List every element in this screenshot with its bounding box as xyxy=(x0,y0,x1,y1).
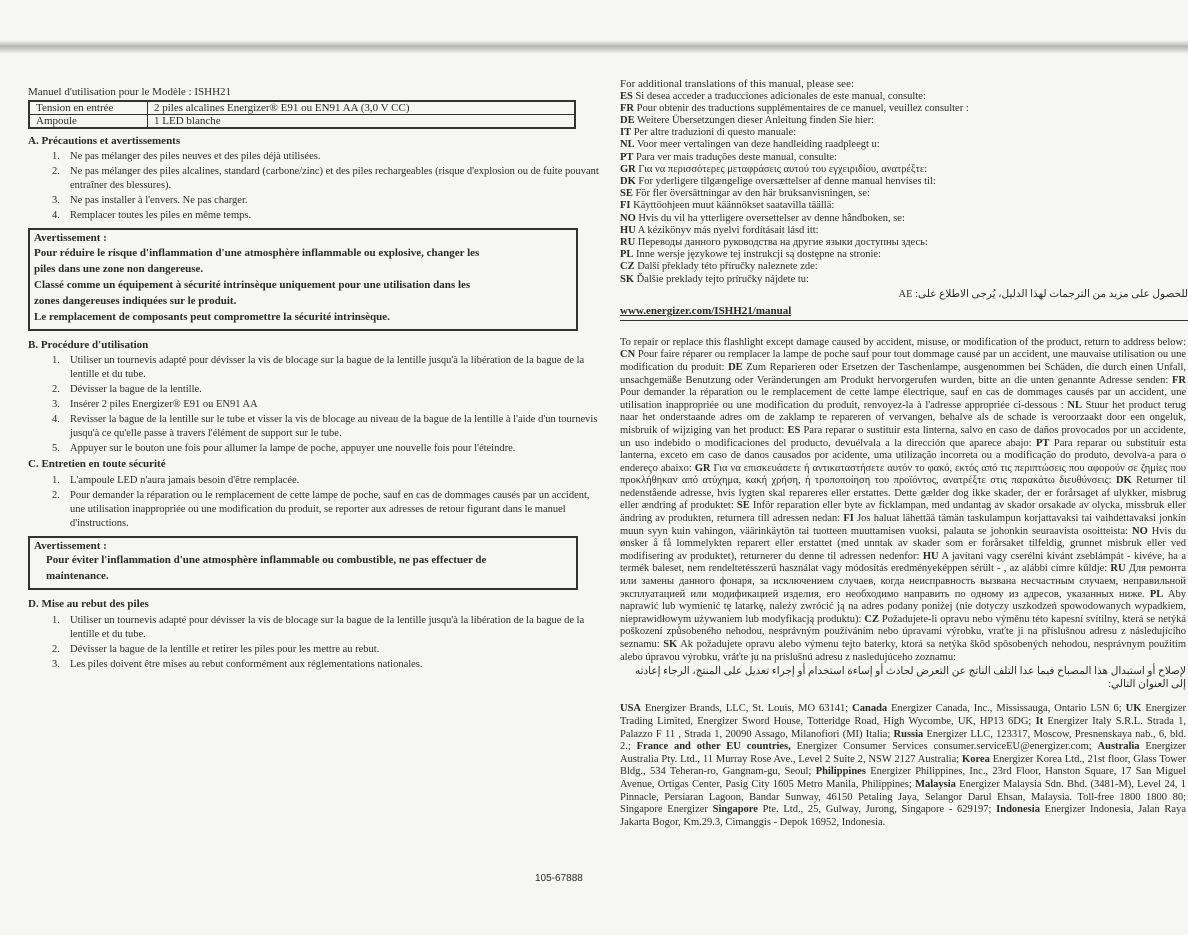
country-code: SK xyxy=(663,639,678,650)
run-text: Pte. Ltd., 25, Gulway, Jurong, Singapore - 629197; xyxy=(757,804,997,816)
spec-value: 2 piles alcalines Energizer® E91 ou EN91 AA (3,0 V CC) xyxy=(148,101,576,115)
translation-line xyxy=(620,249,1188,261)
translation-line xyxy=(620,164,1188,176)
run-text: Käyttöohjeen muut käännökset saatavilla täällä: xyxy=(630,200,835,212)
country-code: FR xyxy=(620,102,634,114)
translations-header: For additional translations of this manual, please see: xyxy=(620,78,855,90)
country-code: GR xyxy=(620,163,636,175)
text-run xyxy=(713,804,997,815)
country-code: GR xyxy=(694,462,711,474)
run-text: Energizer Malaysia Sdn. Bhd. (3481-M), Level 24, 1 Pinnacle, Persiaran Lagoon, Bandar Sunway, 46150 Petaling Jaya, Selangor Darul Ehsan, Malaysia. Toll-free 1800 1800 80; Singapore Energizer xyxy=(620,778,1186,816)
country-code: PL xyxy=(1149,588,1164,600)
country-code: France and other EU countries, xyxy=(636,741,791,753)
list-item: 1. Utiliser un tournevis adapté pour dévisser la vis de blocage sur la bague de la lentille jusqu'à la libération de la bague de la lentille et du tube. xyxy=(52,355,585,380)
translation-line xyxy=(620,115,1188,127)
translation-line xyxy=(620,200,1188,212)
run-text: Voor meer vertalingen van deze handleiding raadpleegt u: xyxy=(634,139,880,151)
section-d-title: D. Mise au rebut des piles xyxy=(28,598,149,610)
run-text: Pour faire réparer ou remplacer la lampe de poche sauf pour tout dommage causé par un accident, une mauvaise utilisation ou une modification du produit: xyxy=(620,349,1186,373)
translation-line xyxy=(620,91,1188,103)
run-text: Aby naprawić lub wymienić tę latarkę, należy zwrócić ją na adres podany poniżej (nie dotyczy uszkodzeń spowodowanych wypadkiem, nieprawidłowym używaniem lub modyfikacją produktu): xyxy=(620,588,1186,625)
country-code: SE xyxy=(736,500,750,512)
run-text: Για να περισσότερες μεταφράσεις αυτού του εγχειριδίου, ανατρέξτε: xyxy=(635,163,928,175)
run-text: Hvis du ønsker å få lommelykten reparert eller erstattet (med unntak av skader som er forårsaket tilfeldig, grunnet misbruk eller ved modifisering av produktet), returnerer du denne til adressen nedenfor: xyxy=(620,525,1186,562)
warning-line: Pour éviter l'inflammation d'une atmosphère inflammable ou combustible, ne pas effectuer de xyxy=(46,554,487,566)
country-code: FI xyxy=(843,513,854,525)
table-row xyxy=(29,114,575,128)
run-text: Per altre traduzioni di questo manuale: xyxy=(631,127,797,139)
warning-box-1 xyxy=(28,228,578,331)
text-run xyxy=(620,463,1186,487)
run-text: Stuur het product terug naar het onderstaande adres om de zaklamp te repareren of vervangen, behalve als de schade is veroorzaakt door een ongeluk, misbruik of wijziging van het product: xyxy=(620,399,1186,436)
country-code: NL xyxy=(1067,399,1082,411)
translation-line xyxy=(620,103,1188,115)
repair-arabic: لإصلاح أو استبدال هذا المصباح فيما عدا التلف الناتج عن التعرض لحادث أو إساءة استخدام أو إجراء تعديل على المنتج، الرجاء إعادته إلى العنوان التالي: xyxy=(634,666,1186,690)
warning-line: zones dangereuses indiquées sur le produit. xyxy=(34,294,237,307)
country-code: HU xyxy=(620,224,636,236)
section-c-list xyxy=(28,474,600,531)
translation-line xyxy=(620,213,1188,225)
list-item: 1. Utiliser un tournevis adapté pour dévisser la vis de blocage sur la bague de la lentille jusqu'à la libération de la bague de la lentille et du tube. xyxy=(52,614,585,640)
arabic-translation-line: للحصول على مزيد من الترجمات لهذا الدليل، يُرجى الاطلاع على: AE xyxy=(898,288,1188,300)
country-code: Singapore xyxy=(712,804,758,816)
run-text: Para reparar ou substituir esta lanterna, exceto em caso de danos causados por acidente, uma utilização incorreta ou a modificação do produto, devolva-a para o endereço abaixo: xyxy=(620,437,1186,474)
translation-line xyxy=(620,261,1188,273)
country-code: DK xyxy=(620,175,636,187)
warning-line: maintenance. xyxy=(46,570,109,582)
country-code: Malaysia xyxy=(915,778,956,790)
manual-url-link[interactable]: www.energizer.com/ISHH21/manual xyxy=(620,305,792,318)
section-b-list xyxy=(28,354,600,456)
run-text: Pour demander la réparation ou le remplacement de cette lampe électrique, sauf en cas de dommages causés par un accident, une utilisation inappropriée ou une modification du produit, renvoyez-la à l'adresse appropriée ci-dessous : xyxy=(620,387,1186,411)
run-text: A javítani vagy cserélni kívánt zseblámpát - kivéve, ha a termék baleset, nem rendeltetésszerű használat vagy módosítás eredményeképpen sérült - , az alábbi címre küldje: xyxy=(620,550,1186,575)
run-text: Energizer Australia Pty. Ltd., 11 Murray Rose Ave., Level 2 Suite 2, NSW 2127 Australia; xyxy=(620,741,1186,765)
country-code: PT xyxy=(1036,437,1050,449)
run-text: Returner til nedenstående adresse, hvis lygten skal repareres eller erstattes. Dette gælder dog ikke skader, der er forårsaget af ulykker, misbrug eller ændring af produktet: xyxy=(620,475,1186,512)
country-code: HU xyxy=(922,550,939,562)
country-code: IT xyxy=(620,127,632,139)
run-text: Ďalšie preklady tejto príručky nájdete tu: xyxy=(634,273,809,285)
section-d-list xyxy=(28,614,600,672)
translation-line xyxy=(620,225,1188,237)
list-item: 3. Ne pas installer à l'envers. Ne pas charger. xyxy=(52,195,248,206)
warning-line: Le remplacement de composants peut compromettre la sécurité intrinsèque. xyxy=(34,310,390,323)
text-run xyxy=(637,741,1098,752)
warning-line: Classé comme un équipement à sécurité intrinsèque uniquement pour une utilisation dans les xyxy=(34,278,471,291)
country-code: RU xyxy=(1110,563,1126,575)
model-title: Manuel d'utilisation pour le Modèle : ISHH21 xyxy=(28,86,232,98)
section-b-title: B. Procédure d'utilisation xyxy=(28,338,149,351)
list-item: 2. Dévisser la bague de la lentille et retirer les piles pour les mettre au rebut. xyxy=(52,643,380,655)
warning-box-2 xyxy=(28,536,578,591)
country-code: NO xyxy=(620,212,636,224)
country-code: NL xyxy=(620,139,635,151)
translation-line xyxy=(620,237,1188,249)
country-code: Canada xyxy=(852,703,888,715)
run-text: Для ремонта или замены данного фонаря, за исключением случаев, когда неисправность вызвана несчастным случаем, неправильной эксплуатацией или модификацией изделия, его необходимо направить по одному из адресов, указанных ниже. xyxy=(620,563,1186,600)
section-a-title: A. Précautions et avertissements xyxy=(28,134,181,147)
run-text: Energizer Trading Limited, Energizer Sword House, Totteridge Road, High Wycombe, UK, HP13 6DG; xyxy=(620,703,1186,727)
document-number: 105-67888 xyxy=(535,873,583,884)
run-text: Inför reparation eller byte av ficklampan, med undantag av skador orsakade av olycka, missbruk eller ändring av produkten, returnera till adressen nedan: xyxy=(620,500,1186,525)
country-code: SK xyxy=(620,273,635,285)
translation-line xyxy=(620,139,1188,151)
table-row xyxy=(29,101,575,115)
country-code: Philippines xyxy=(815,766,866,778)
warning-title: Avertissement : xyxy=(34,232,107,244)
text-run xyxy=(620,639,1186,663)
list-item: 4. Revisser la bague de la lentille sur le tube et visser la vis de blocage au niveau de la bague de la lentille à l'aide d'un tournevis jusqu'à ce qu'elle passe à travers l'élément de support sur le tube. xyxy=(52,414,598,439)
run-text: Για να επισκευάσετε ή αντικαταστήσετε αυτόν το φακό, εκτός από τις περιπτώσεις που αφορούν σε ζημίες που προκλήθηκαν από ατύχημα, κακή χρήση, ή τροποποίηση του προϊόντος, ανατρέξτε στις παρακάτω διευθύνσεις: xyxy=(620,462,1187,487)
country-code: FI xyxy=(620,200,631,212)
left-column xyxy=(28,86,600,673)
run-text: Zum Reparieren oder Ersetzen der Taschenlampe, ausgenommen bei Schäden, die durch einen Unfall, unsachgemäße Benutzung oder Veränderungen am Produkt hervorgerufen wurden, bitte an die unten genannte Adresse senden: xyxy=(620,361,1187,386)
run-text: For yderligere tilgængelige oversættelser af denne manual henvises til: xyxy=(635,175,936,187)
spec-value: 1 LED blanche xyxy=(148,114,576,128)
list-item: 2. Dévisser la bague de la lentille. xyxy=(52,384,202,395)
run-text: Další překlady této příručky naleznete zde: xyxy=(634,261,818,273)
country-code: FR xyxy=(1172,374,1186,386)
addresses-paragraph xyxy=(620,703,1186,829)
run-text: Energizer Consumer Services consumer.serviceEU@energizer.com; xyxy=(790,741,1098,753)
run-text: Para reparar o sustituir esta linterna, salvo en caso de daños provocados por un accidente, un uso indebido o modificaciones del producto, devuélvala a la dirección que aparece abajo: xyxy=(620,424,1186,449)
run-text: Energizer Italy S.R.L. Strada 1, Palazzo F 11 , Strada 1, 20090 Assago, Milanofiori (MI) Italia; xyxy=(620,715,1186,740)
run-text: Energizer Indonesia, Jalan Raya Jakarta Bogor, Km.29.3, Cimanggis - Depok 16952, Indonesia. xyxy=(620,804,1186,828)
country-code: ES xyxy=(787,424,801,436)
country-code: PL xyxy=(620,249,634,261)
spec-key: Tension en entrée xyxy=(29,101,148,115)
run-text: Переводы данного руководства на другие языки доступны здесь: xyxy=(635,236,928,248)
run-text: Pour obtenir des traductions supplémentaires de ce manuel, veuillez consulter : xyxy=(634,102,969,114)
country-code: SE xyxy=(620,188,633,200)
country-code: DE xyxy=(620,114,635,126)
country-code: Russia xyxy=(893,728,924,740)
list-item: 2. Pour demander la réparation ou le remplacement de cette lampe de poche, sauf en cas de dommages causés par un accident, une utilisation inappropriée ou une modification du produit, se reporter aux adresses de retour figurant dans le manuel d'instructions. xyxy=(52,489,590,529)
translations-block xyxy=(620,78,1188,321)
country-code: DK xyxy=(1115,475,1132,487)
section-a-list xyxy=(28,150,600,223)
country-code: PT xyxy=(620,151,634,163)
list-item: 1. L'ampoule LED n'aura jamais besoin d'être remplacée. xyxy=(52,474,300,486)
run-text: Energizer Korea Ltd., 21st floor, Glass Tower Bldg., 534 Teheran-ro, Gangnam-gu, Seoul; xyxy=(620,753,1186,778)
list-item: 4. Remplacer toutes les piles en même temps. xyxy=(52,210,252,221)
list-item: 3. Les piles doivent être mises au rebut conformément aux réglementations nationales. xyxy=(52,658,423,670)
country-code: Korea xyxy=(962,753,990,765)
right-column xyxy=(620,78,1188,829)
run-text: Si desea acceder a traducciones adicionales de este manual, consulte: xyxy=(632,90,926,102)
run-text: Inne wersje językowe tej instrukcji są dostępne na stronie: xyxy=(633,249,881,261)
country-code: CZ xyxy=(620,261,635,273)
text-run xyxy=(620,703,852,714)
list-item: 2. Ne pas mélanger des piles alcalines, standard (carbone/zinc) et des piles rechargeables (risque d'explosion ou de fuite pouvant entraîner des blessures). xyxy=(52,166,599,191)
run-text: Hvis du vil ha ytterligere oversettelser av denne håndboken, se: xyxy=(635,212,905,224)
run-text: A kézikönyv más nyelvi fordításait lásd itt: xyxy=(635,224,819,236)
translation-line xyxy=(620,274,1188,286)
list-item: 3. Insérer 2 piles Energizer® E91 ou EN91 AA xyxy=(52,399,258,410)
repair-paragraph xyxy=(620,337,1186,692)
country-code: It xyxy=(1035,715,1044,727)
run-text: Ak požadujete opravu alebo výmenu tejto baterky, ktorá sa netýka škôd spôsobených nehodou, nesprávnym použitím alebo úpravou výrobku, vráťte ju na príslušnú adresu z nasledujúceho zoznamu: xyxy=(620,639,1186,663)
translation-line xyxy=(620,188,1188,200)
repair-segments xyxy=(620,349,1186,662)
run-text: Jos haluat lähettää tämän taskulampun korjattavaksi tai vaihdettavaksi jonkin muun syyn kuin vahingon, väärinkäytön tai tuotteen muuttamisen vuoksi, palauta se johonkin seuraavista osoitteista: xyxy=(620,513,1186,537)
run-text: Energizer Philippines, Inc., 23rd Floor, Hanston Square, 17 San Miguel Avenue, Ortigas Center, Pasig City 1605 Metro Manila, Philippines; xyxy=(620,766,1186,790)
specs-table xyxy=(28,100,576,129)
country-code: USA xyxy=(620,703,642,715)
country-code: ES xyxy=(620,90,633,102)
translation-line xyxy=(620,127,1188,139)
list-item: 1. Ne pas mélanger des piles neuves et des piles déjà utilisées. xyxy=(52,151,321,162)
warning-line: Pour réduire le risque d'inflammation d'une atmosphère inflammable ou explosive, changer les xyxy=(34,246,480,259)
country-code: Australia xyxy=(1097,741,1140,753)
country-code: UK xyxy=(1125,703,1142,715)
country-code: DE xyxy=(728,361,743,373)
spec-key: Ampoule xyxy=(29,114,148,128)
run-text: Energizer LLC, 123317, Moscow, Presnenskaya nab., 6, bld. 2.; xyxy=(620,728,1186,753)
country-code: Indonesia xyxy=(996,804,1040,816)
run-text: Energizer Canada, Inc., Mississauga, Ontario L5N 6; xyxy=(887,703,1126,715)
run-text: Energizer Brands, LLC, St. Louis, MO 63141; xyxy=(641,703,853,715)
run-text: Weitere Übersetzungen dieser Anleitung finden Sie hier: xyxy=(634,114,875,126)
list-item: 5. Appuyer sur le bouton une fois pour allumer la lampe de poche, appuyer une nouvelle fois pour l'éteindre. xyxy=(52,443,516,454)
run-text: Para ver mais traduções deste manual, consulte: xyxy=(633,151,837,163)
run-text: Požadujete-li opravu nebo výměnu této kapesní svítilny, která se netýká poškození způsobeného nehodou, nesprávným používáním nebo úpravami výrobku, vraťte ji na příslušnou adresu z následujícího seznamu: xyxy=(620,613,1186,650)
warning-line: piles dans une zone non dangereuse. xyxy=(34,262,204,275)
text-run xyxy=(852,703,1126,714)
country-code: CN xyxy=(620,349,636,361)
country-code: RU xyxy=(620,236,636,248)
section-c-title: C. Entretien en toute sécurité xyxy=(28,458,166,470)
country-code: NO xyxy=(1132,525,1148,537)
warning-title: Avertissement : xyxy=(34,539,107,552)
translation-line xyxy=(620,176,1188,188)
translations-list xyxy=(620,91,1188,286)
scan-top-edge xyxy=(0,40,1188,54)
country-code: CZ xyxy=(864,613,879,625)
translation-line xyxy=(620,152,1188,164)
repair-intro: To repair or replace this flashlight except damage caused by accident, misuse, or modification of the product, return to address below: xyxy=(620,336,1186,348)
run-text: För fler översättningar av den här bruksanvisningen, se: xyxy=(632,188,870,200)
